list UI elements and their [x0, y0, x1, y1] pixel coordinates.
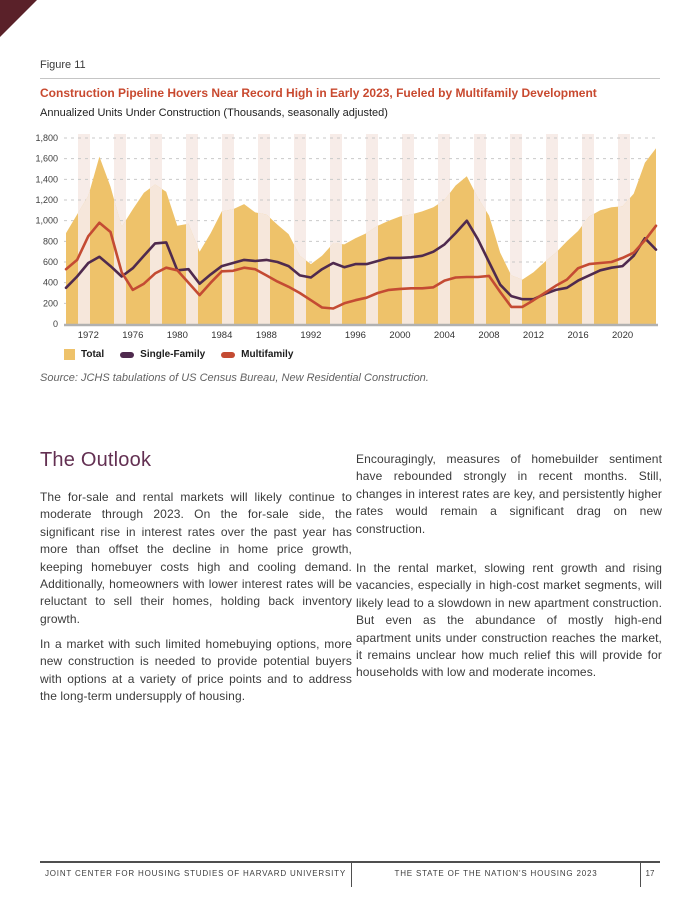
svg-text:1984: 1984 — [211, 330, 233, 341]
single-family-swatch — [120, 352, 134, 358]
svg-text:1980: 1980 — [166, 330, 188, 341]
svg-text:2004: 2004 — [433, 330, 456, 341]
source-note: Source: JCHS tabulations of US Census Bureau, New Residential Construction. — [40, 372, 429, 384]
x-axis-labels — [78, 330, 633, 341]
figure-subtitle: Annualized Units Under Construction (Thousands, seasonally adjusted) — [40, 107, 388, 119]
figure-label: Figure 11 — [40, 59, 86, 71]
svg-text:200: 200 — [42, 298, 58, 309]
total-swatch — [64, 349, 75, 360]
footer-organization: JOINT CENTER FOR HOUSING STUDIES OF HARVARD UNIVERSITY — [44, 869, 346, 878]
legend-label-single-family: Single-Family — [140, 349, 206, 360]
svg-text:1,400: 1,400 — [35, 174, 58, 185]
svg-text:1996: 1996 — [344, 330, 366, 341]
svg-text:600: 600 — [42, 257, 58, 267]
svg-text:1,200: 1,200 — [35, 195, 58, 205]
section-heading-outlook: The Outlook — [40, 449, 152, 471]
svg-text:400: 400 — [42, 277, 58, 288]
construction-pipeline-chart — [0, 126, 700, 350]
figure-divider-rule — [40, 78, 660, 79]
svg-text:2016: 2016 — [567, 330, 589, 341]
outlook-paragraph-left-1: The for-sale and rental markets will likely continue to moderate through 2023. On the for-sale side, the significant rise in interest rates over the past year has more than offset the decline in home price growth, keeping homebuyer costs high and cooling demand. Additionally, homeowners with lower interest rates will be reluctant to sell their homes, holding back inventory growth. — [40, 490, 352, 626]
chart-legend — [64, 349, 293, 360]
svg-text:1,600: 1,600 — [35, 153, 58, 164]
svg-text:1,800: 1,800 — [35, 133, 58, 143]
outlook-paragraph-right-1: Encouragingly, measures of homebuilder sentiment have rebounded strongly in recent months. Still, changes in interest rates are key, and persistently higher rates would remain a significant drag on new construction. — [356, 452, 662, 536]
svg-text:2000: 2000 — [389, 330, 411, 341]
outlook-paragraph-left-2: In a market with such limited homebuying options, more new construction is needed to provide potential buyers with options at a variety of price points and to address the long-term undersupply of housing. — [40, 637, 352, 704]
svg-text:0: 0 — [52, 319, 58, 329]
svg-text:2008: 2008 — [478, 330, 500, 341]
svg-text:2020: 2020 — [612, 330, 634, 341]
legend-item-single-family — [120, 349, 205, 360]
legend-item-total — [64, 349, 104, 360]
svg-text:1992: 1992 — [300, 330, 322, 341]
page-number: 17 — [645, 869, 655, 878]
svg-text:1,000: 1,000 — [35, 215, 58, 226]
multifamily-swatch — [221, 352, 235, 358]
legend-label-total: Total — [81, 349, 105, 360]
footer-report-title: THE STATE OF THE NATION'S HOUSING 2023 — [394, 869, 598, 878]
legend-item-multifamily — [221, 349, 293, 360]
footer-rule — [40, 861, 660, 863]
svg-text:1988: 1988 — [255, 330, 277, 341]
svg-text:1976: 1976 — [122, 330, 144, 341]
svg-text:800: 800 — [42, 236, 58, 247]
svg-text:2012: 2012 — [522, 330, 545, 341]
figure-title: Construction Pipeline Hovers Near Record High in Early 2023, Fueled by Multifamily Development — [40, 86, 597, 100]
outlook-paragraph-right-2: In the rental market, slowing rent growth and rising vacancies, especially in high-cost market segments, will likely lead to a slowdown in new apartment construction. But even as the abundance of mostly high-end apartment units under construction reaches the market, it remains unclear how much relief this will provide for households with low and moderate incomes. — [356, 561, 662, 680]
legend-label-multifamily: Multifamily — [241, 349, 294, 360]
svg-text:1972: 1972 — [77, 330, 99, 341]
page-corner-accent — [0, 0, 37, 37]
y-axis-labels — [35, 133, 58, 329]
